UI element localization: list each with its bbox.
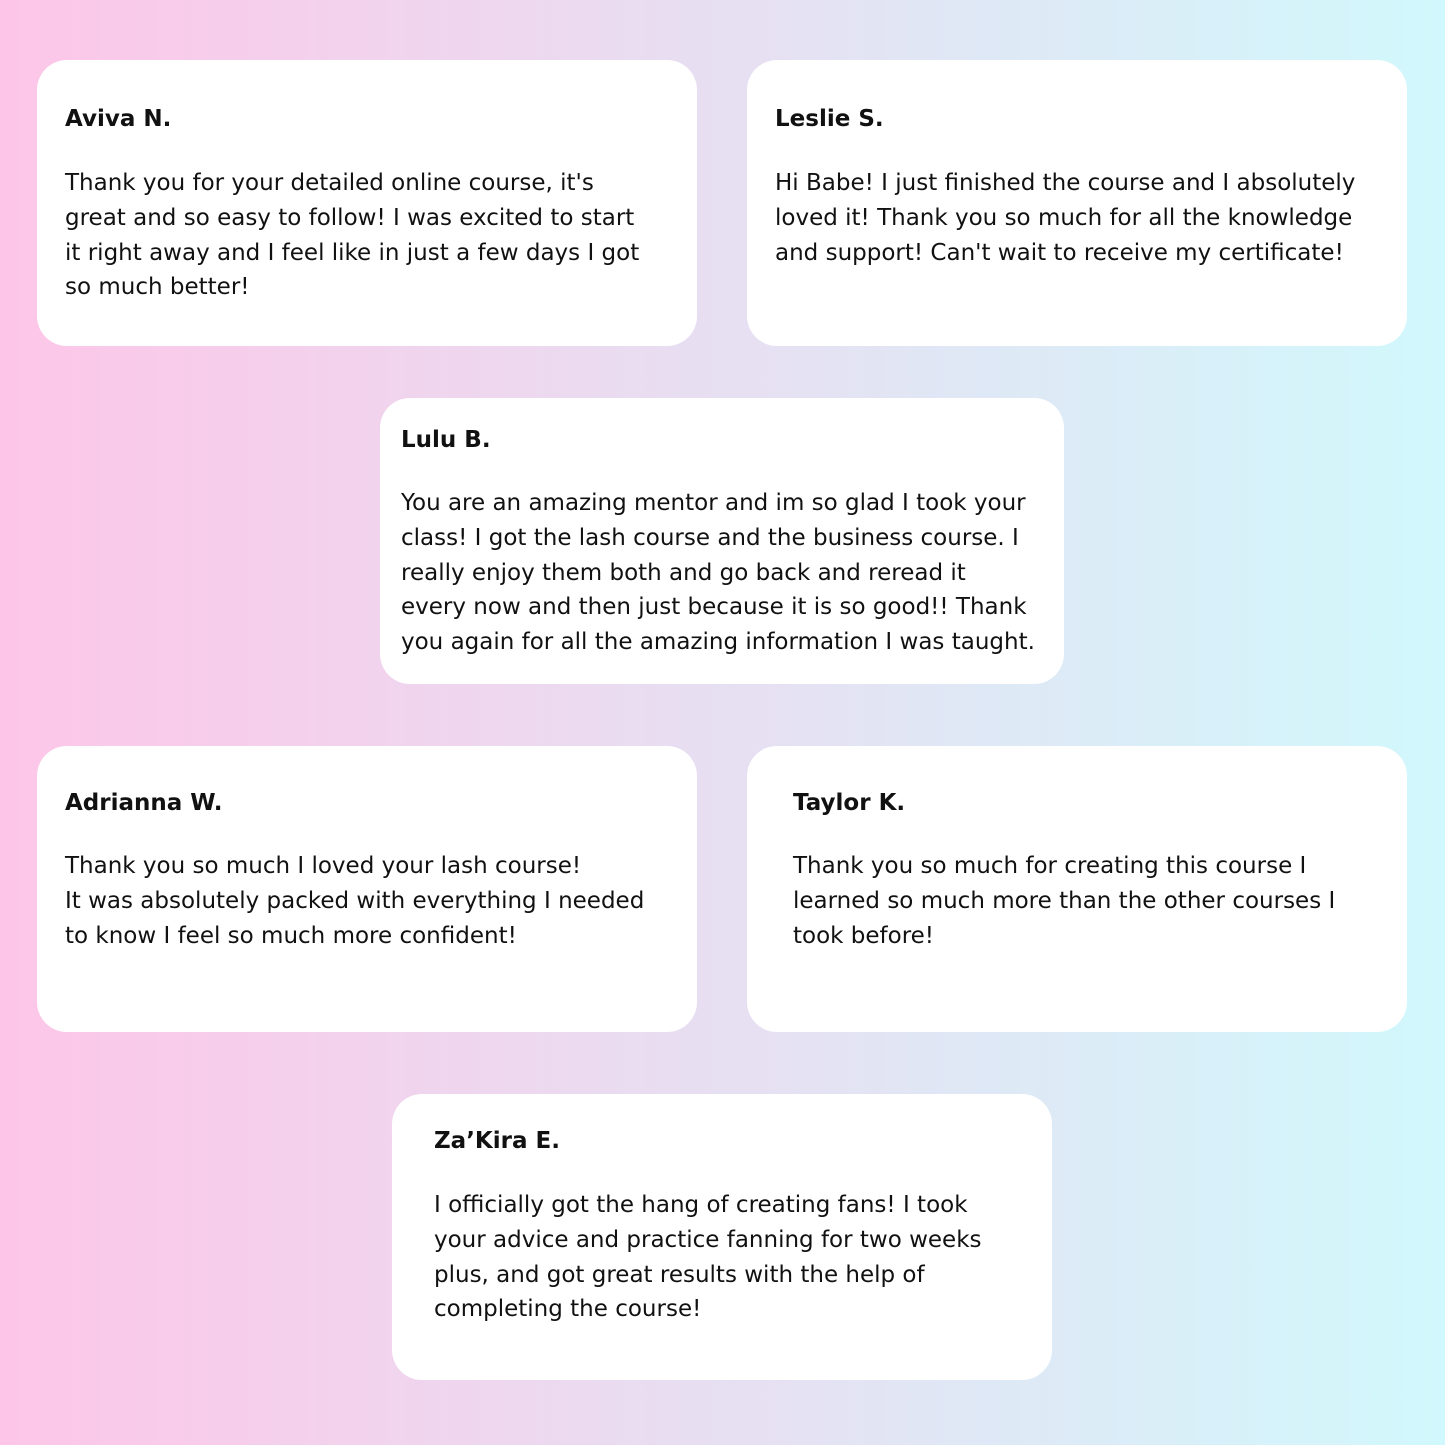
testimonial-text: Thank you for your detailed online course, it's great and so easy to follow! I was excited to start it right away and I feel like in just a few days I got so much better! xyxy=(65,170,640,301)
testimonial-author: Adrianna W. xyxy=(65,790,223,816)
testimonial-text: Hi Babe! I just finished the course and I absolutely loved it! Thank you so much for all the knowledge and support! Can't wait to receive my certificate! xyxy=(775,170,1356,266)
testimonial-card xyxy=(37,60,697,346)
testimonial-author: Aviva N. xyxy=(65,106,172,132)
testimonial-card xyxy=(392,1094,1052,1380)
testimonial-text: I officially got the hang of creating fans! I took your advice and practice fanning for two weeks plus, and got great results with the help of completing the course! xyxy=(434,1192,982,1323)
testimonial-text: Thank you so much for creating this course I learned so much more than the other courses I took before! xyxy=(793,853,1336,949)
testimonial-card xyxy=(747,746,1407,1032)
testimonial-text: Thank you so much I loved your lash course! It was absolutely packed with everything I needed to know I feel so much more confident! xyxy=(65,853,645,949)
testimonial-author: Za’Kira E. xyxy=(434,1128,560,1154)
testimonial-author: Taylor K. xyxy=(793,790,906,816)
testimonial-card xyxy=(747,60,1407,346)
testimonial-card xyxy=(380,398,1064,684)
testimonial-author: Lulu B. xyxy=(401,427,491,453)
testimonial-text: You are an amazing mentor and im so glad I took your class! I got the lash course and the business course. I really enjoy them both and go back and reread it every now and then just because it is so good!! Thank you again for all the amazing information I was taught. xyxy=(401,490,1035,656)
testimonial-author: Leslie S. xyxy=(775,106,884,132)
testimonial-card xyxy=(37,746,697,1032)
